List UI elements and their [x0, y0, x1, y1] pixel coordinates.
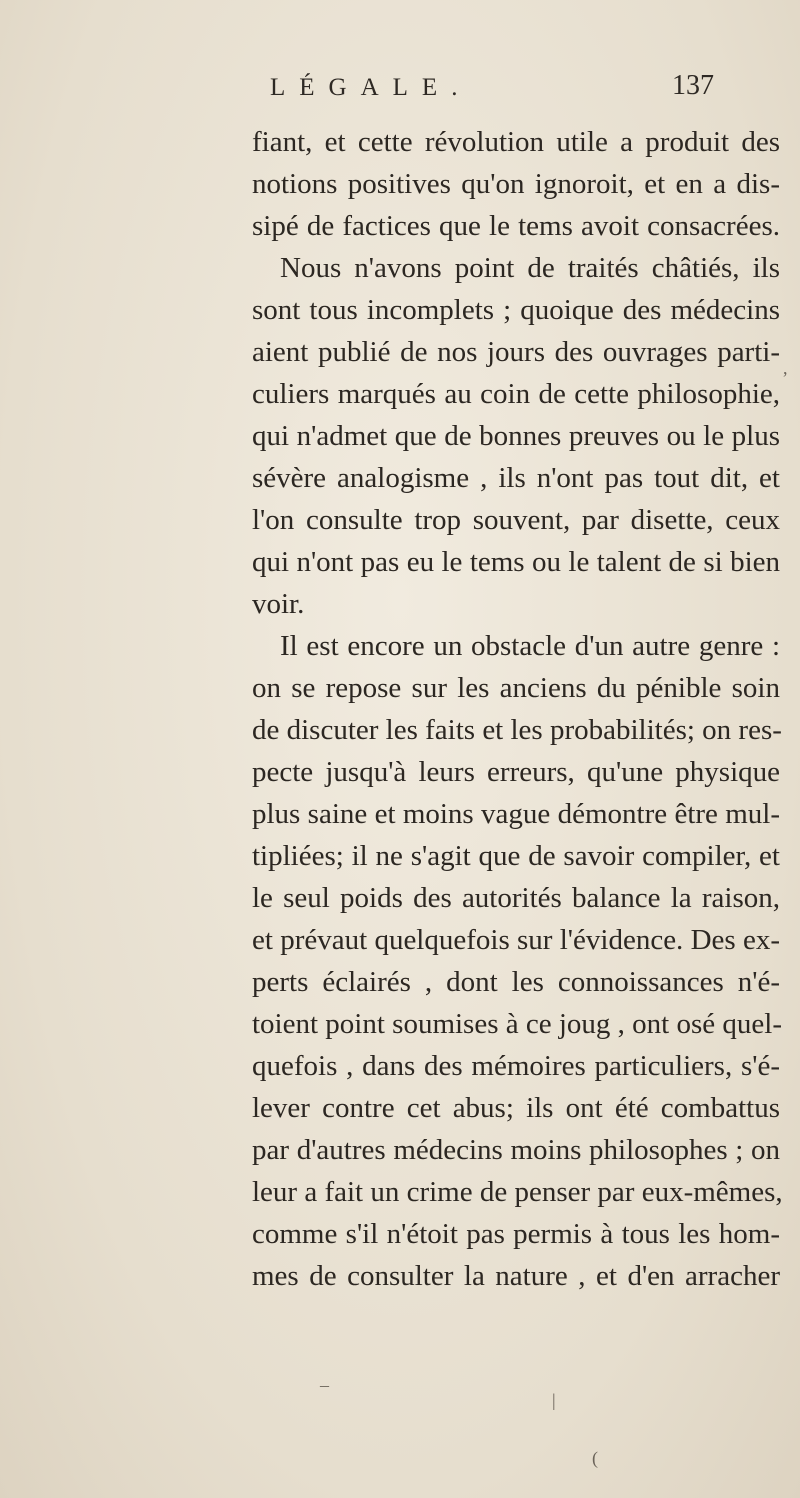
text-line: culiers marqués au coin de cette philosophie,: [252, 378, 780, 410]
text-line: Il est encore un obstacle d'un autre genre :: [280, 630, 780, 662]
running-title: LÉGALE.: [270, 74, 472, 101]
text-line: quefois , dans des mémoires particuliers, s'é-: [252, 1050, 780, 1082]
text-line: plus saine et moins vague démontre être mul-: [252, 798, 780, 830]
running-head: [130, 70, 730, 110]
text-line: le seul poids des autorités balance la raison,: [252, 882, 780, 914]
text-line: lever contre cet abus; ils ont été combattus: [252, 1092, 780, 1124]
text-line: de discuter les faits et les probabilités; on res-: [252, 714, 782, 746]
text-line: Nous n'avons point de traités châtiés, ils: [280, 252, 780, 284]
text-line: aient publié de nos jours des ouvrages parti-: [252, 336, 780, 368]
ink-speck: (: [592, 1448, 598, 1468]
text-line: qui n'admet que de bonnes preuves ou le plus: [252, 420, 780, 452]
text-line: par d'autres médecins moins philosophes ; on: [252, 1134, 780, 1166]
text-line: tipliées; il ne s'agit que de savoir compiler, et: [252, 840, 780, 872]
text-line: qui n'ont pas eu le tems ou le talent de si bien: [252, 546, 780, 578]
text-line: et prévaut quelquefois sur l'évidence. Des ex-: [252, 924, 780, 956]
text-line: notions positives qu'on ignoroit, et en a dis-: [252, 168, 780, 200]
text-line: l'on consulte trop souvent, par disette, ceux: [252, 504, 780, 536]
text-line: voir.: [252, 588, 305, 620]
ink-speck: |: [552, 1390, 556, 1410]
ink-speck: –: [320, 1375, 329, 1395]
text-line: leur a fait un crime de penser par eux-mêmes,: [252, 1176, 783, 1208]
text-line: sont tous incomplets ; quoique des médecins: [252, 294, 780, 326]
text-line: sévère analogisme , ils n'ont pas tout dit, et: [252, 462, 780, 494]
text-line: mes de consulter la nature , et d'en arracher: [252, 1260, 780, 1292]
text-line: on se repose sur les anciens du pénible soin: [252, 672, 780, 704]
text-line: sipé de factices que le tems avoit consacrées.: [252, 210, 780, 242]
text-line: toient point soumises à ce joug , ont osé quel-: [252, 1008, 782, 1040]
ink-speck: ,: [783, 358, 788, 378]
page-number: 137: [672, 70, 714, 101]
text-line: pecte jusqu'à leurs erreurs, qu'une physique: [252, 756, 780, 788]
text-line: perts éclairés , dont les connoissances n'é-: [252, 966, 780, 998]
text-line: comme s'il n'étoit pas permis à tous les hom-: [252, 1218, 780, 1250]
text-line: fiant, et cette révolution utile a produit des: [252, 126, 780, 158]
